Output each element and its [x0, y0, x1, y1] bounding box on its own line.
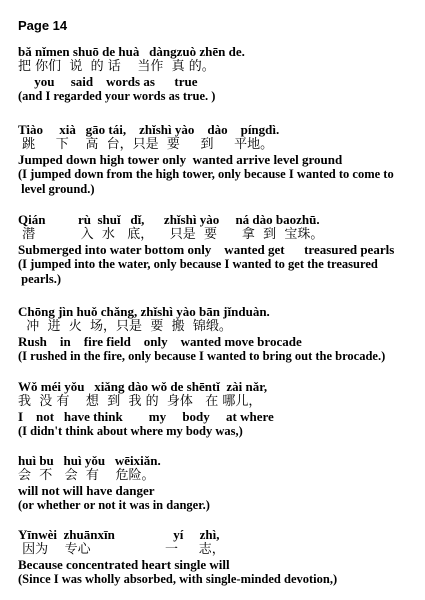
pinyin-line: Qián rù shuǐ dǐ, zhǐshì yào ná dào baozhū.: [18, 212, 320, 227]
stanza-2: [18, 122, 418, 197]
stanza-6: [18, 453, 418, 513]
gloss-line: will not will have danger: [18, 483, 155, 498]
pinyin-line: Yīnwèi zhuānxīn yí zhì,: [18, 527, 220, 542]
gloss-line: Rush in fire field only wanted move brocade: [18, 334, 302, 349]
translation-line: (and I regarded your words as true. ): [18, 89, 216, 103]
hanzi-line: 我 没 有 想 到 我 的 身体 在 哪儿，: [18, 394, 262, 409]
hanzi-line: 因为 专心 一 志，: [18, 542, 225, 557]
hanzi-line: 把 你们 说 的 话 当作 真 的。: [18, 59, 215, 74]
pinyin-line: huì bu huì yǒu wēixiǎn.: [18, 453, 161, 468]
gloss-line: I not have think my body at where: [18, 409, 274, 424]
gloss-line: Submerged into water bottom only wanted get treasured pearls: [18, 242, 395, 257]
stanza-3: [18, 212, 418, 287]
gloss-line: you said words as true: [18, 74, 198, 89]
translation-line: (I didn't think about where my body was,): [18, 424, 243, 438]
hanzi-line: 潜 入 水 底， 只是 要 拿 到 宝珠。: [18, 227, 324, 242]
translation-line: (or whether or not it was in danger.): [18, 498, 210, 512]
stanza-1: [18, 44, 418, 104]
pinyin-line: bǎ nǐmen shuō de huà dàngzuò zhēn de.: [18, 44, 245, 59]
pinyin-line: Tiào xià gāo tái, zhǐshì yào dào píngdì.: [18, 122, 280, 137]
gloss-line: Jumped down high tower only wanted arrive level ground: [18, 152, 343, 167]
stanza-5: [18, 379, 418, 439]
pinyin-line: Chōng jìn huǒ chǎng, zhǐshì yào bān jǐnduàn.: [18, 304, 270, 319]
translation-line: (I rushed in the fire, only because I wanted to bring out the brocade.): [18, 349, 386, 363]
translation-line: (Since I was wholly absorbed, with single-minded devotion,): [18, 572, 338, 586]
translation-line: (I jumped down from the high tower, only because I wanted to come to: [18, 167, 394, 181]
stanza-4: [18, 304, 418, 364]
translation-line: (I jumped into the water, only because I wanted to get the treasured: [18, 257, 378, 271]
translation-line: level ground.): [18, 182, 95, 196]
page-number: Page 14: [18, 18, 68, 33]
hanzi-line: 冲 进 火 场，只是 要 搬 锦缎。: [18, 319, 232, 334]
stanza-7: [18, 527, 418, 587]
translation-line: pearls.): [18, 272, 62, 286]
pinyin-line: Wǒ méi yǒu xiǎng dào wǒ de shēntǐ zài nǎr,: [18, 379, 268, 394]
hanzi-line: 跳 下 高 台，只是 要 到 平地。: [18, 137, 274, 152]
gloss-line: Because concentrated heart single will: [18, 557, 230, 572]
hanzi-line: 会 不 会 有 危险。: [18, 468, 155, 483]
